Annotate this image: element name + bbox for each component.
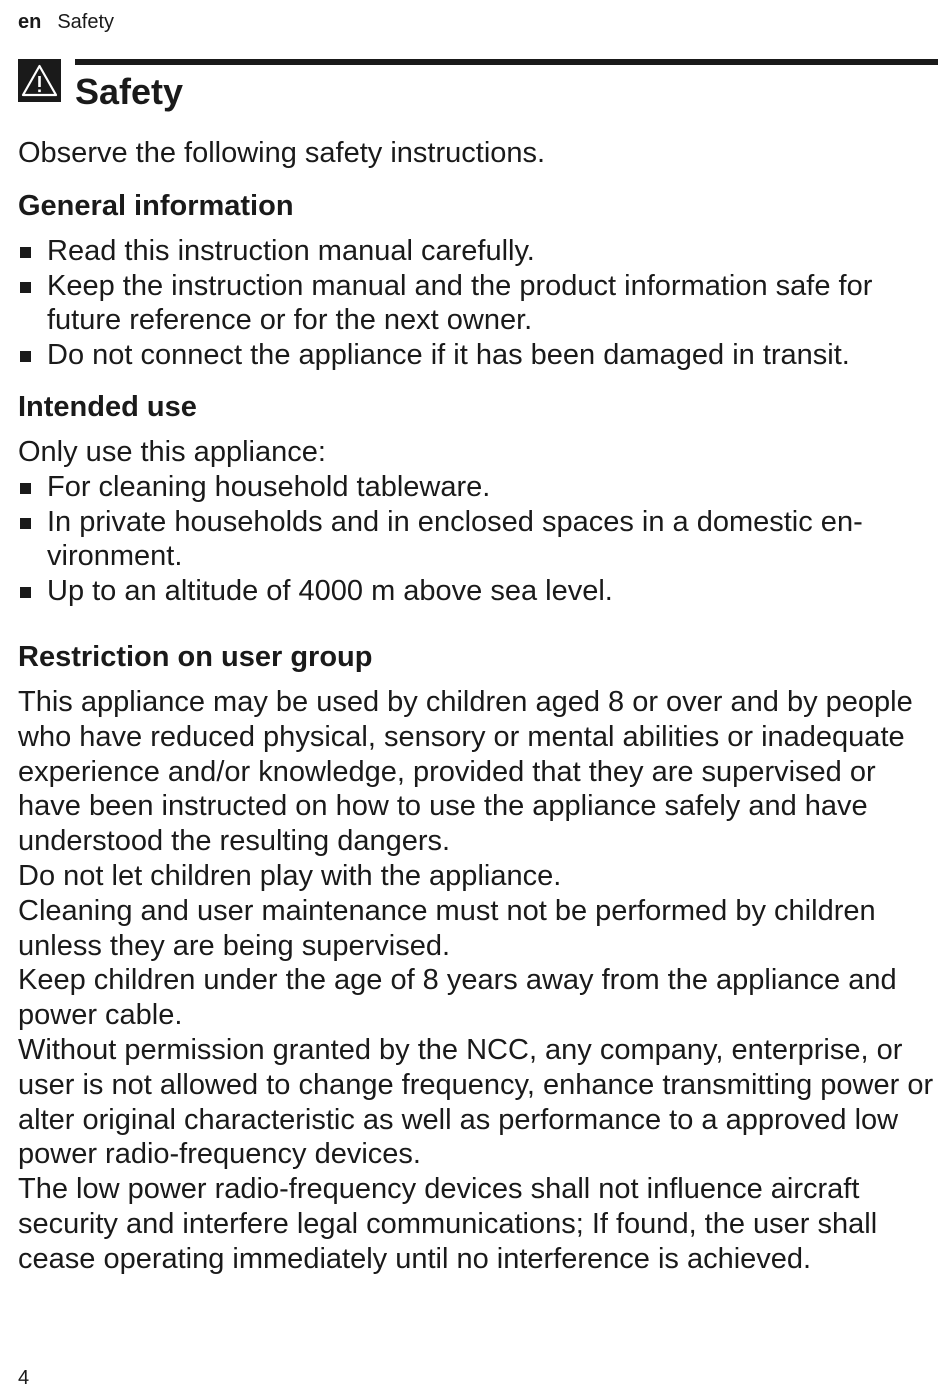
intended-use-heading: Intended use: [18, 390, 197, 423]
list-item: Read this instruction manual carefully.: [18, 234, 936, 269]
list-item: For cleaning household tableware.: [18, 470, 936, 505]
list-item: Keep the instruction manual and the product information safe for future reference or for the next owner.: [18, 269, 936, 339]
page-number: 4: [18, 1367, 30, 1389]
restriction-paragraph: Do not let children play with the appliance.: [18, 859, 562, 892]
general-information-list: [18, 234, 936, 373]
running-header-section: Safety: [57, 11, 115, 33]
page-title: Safety: [75, 71, 184, 112]
list-item: In private households and in enclosed spaces in a domestic environment.: [18, 505, 936, 575]
restriction-paragraph: This appliance may be used by children aged 8 or over and by people who have reduced physical, sensory or mental abilities or inadequate experience and/or knowledge, provided that they are supervised or have been instructed on how to use the appliance safely and have understood the resulting dangers.: [18, 685, 913, 858]
restriction-paragraph: Keep children under the age of 8 years away from the appliance and power cable.: [18, 964, 897, 1032]
intended-use-list: [18, 470, 936, 609]
restriction-paragraph: Cleaning and user maintenance must not be performed by children unless they are being supervised.: [18, 894, 876, 962]
title-rule: [75, 59, 938, 65]
intended-use-lead: Only use this appliance:: [18, 435, 326, 468]
list-item: Up to an altitude of 4000 m above sea level.: [18, 574, 936, 609]
intro-text: Observe the following safety instructions.: [18, 137, 546, 169]
restriction-paragraph: The low power radio-frequency devices shall not influence aircraft security and interfere legal communications; If found, the user shall cease operating immediately until no interference is achieved.: [18, 1173, 878, 1275]
warning-triangle-icon: [18, 59, 61, 102]
page-content: [18, 136, 936, 1277]
restriction-heading: Restriction on user group: [18, 640, 373, 673]
language-code: en: [18, 11, 42, 33]
running-header: [18, 10, 114, 34]
general-information-heading: General information: [18, 189, 294, 222]
restriction-paragraph: Without permission granted by the NCC, any company, enterprise, or user is not allowed to change frequency, enhance transmitting power or alter original characteristic as well as performance to a approved low power radio-frequency devices.: [18, 1033, 934, 1171]
list-item: Do not connect the appliance if it has been damaged in transit.: [18, 338, 936, 373]
